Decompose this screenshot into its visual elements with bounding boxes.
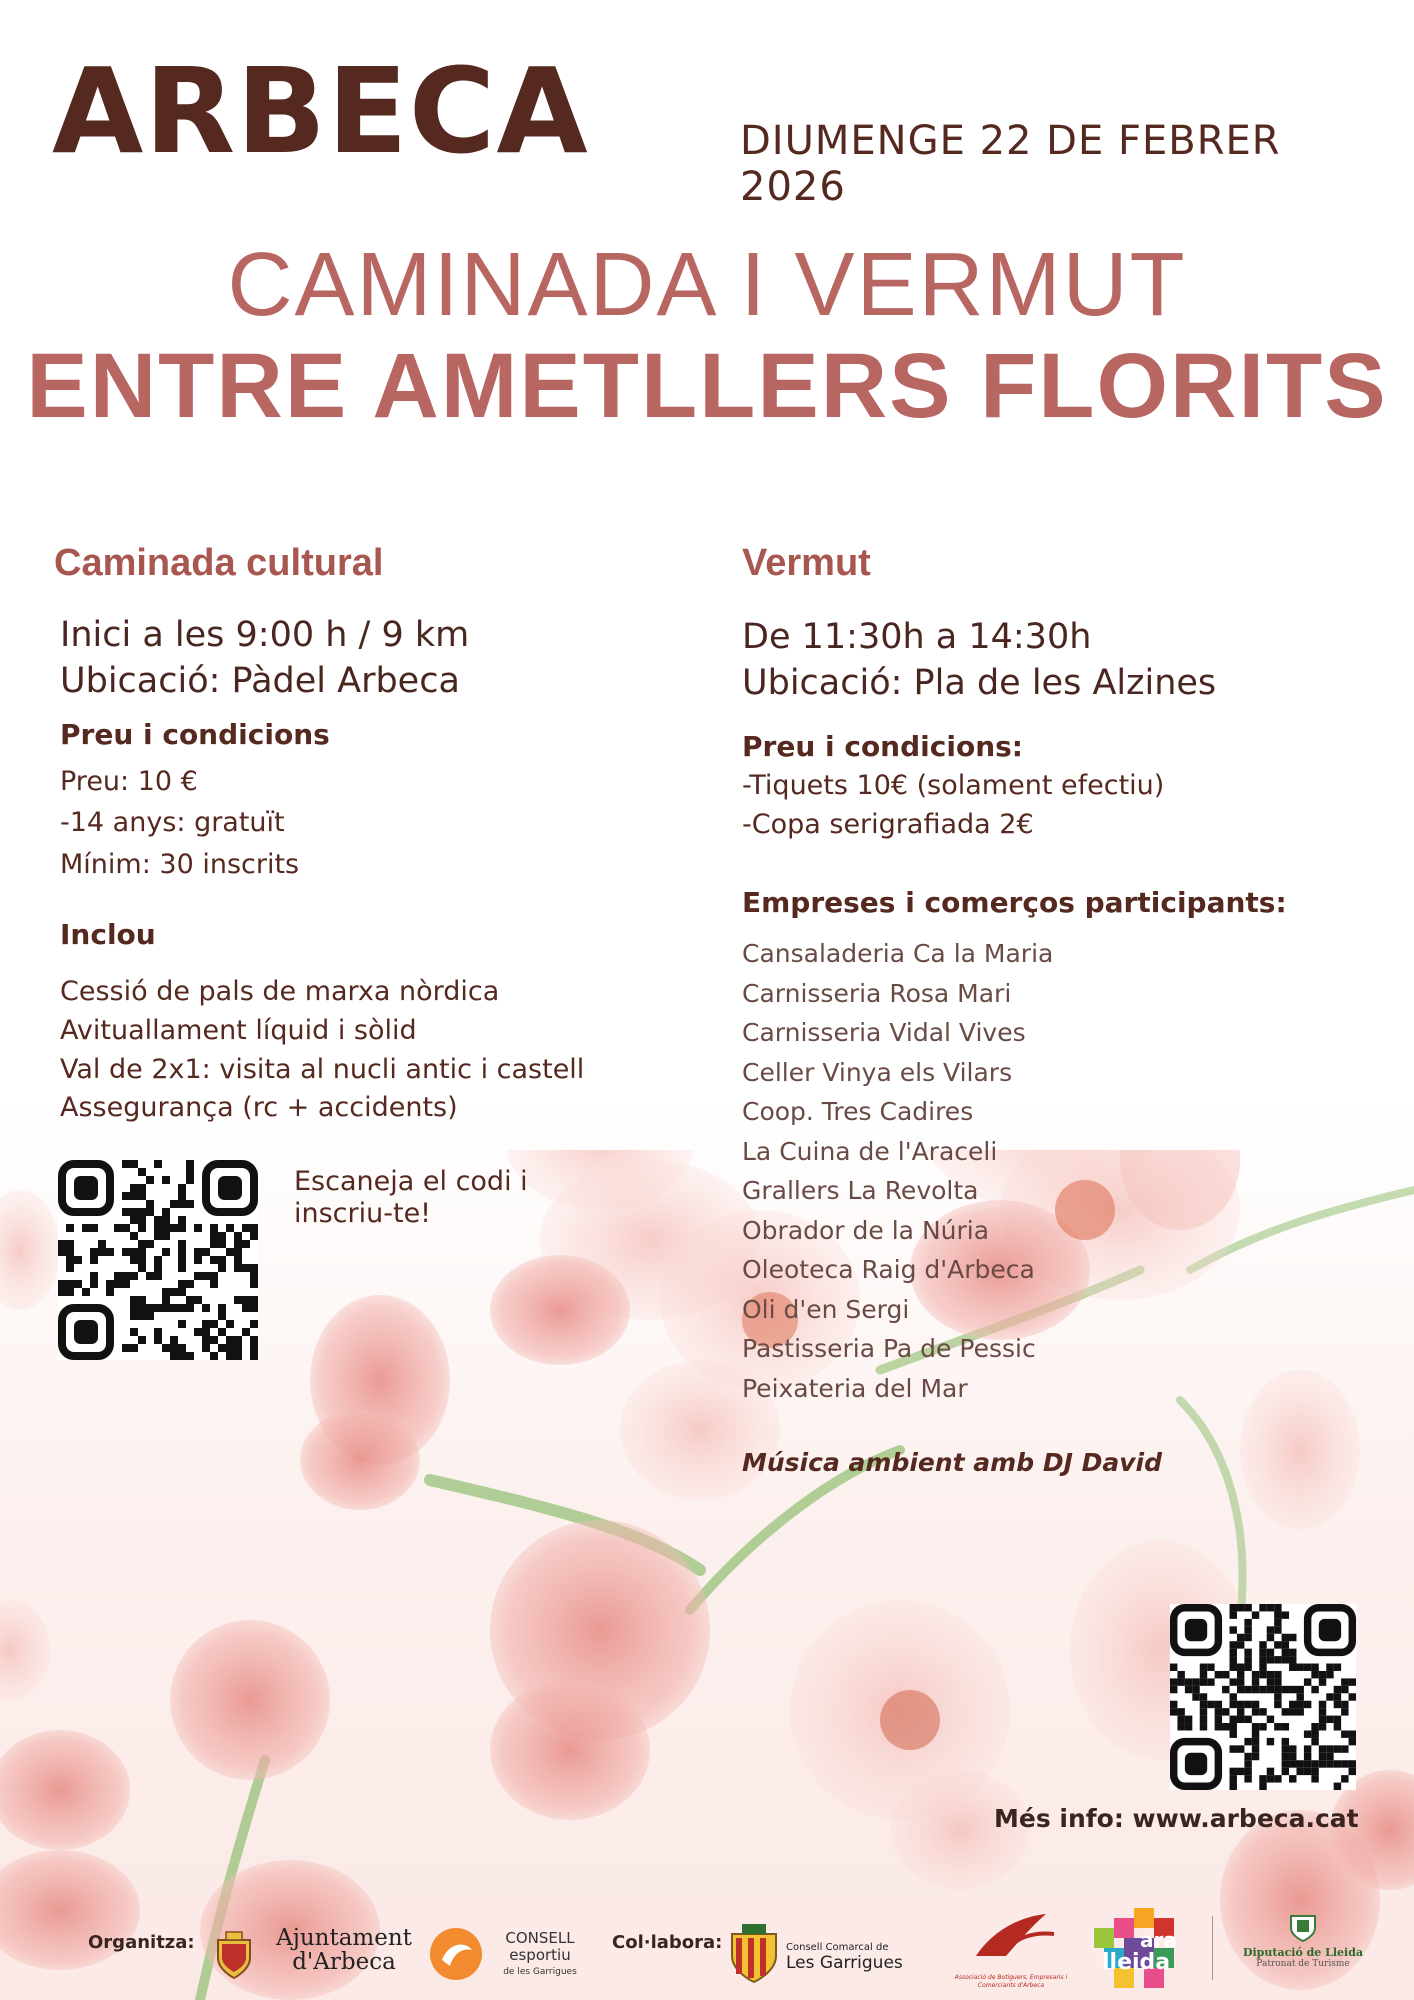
vermut-location: Ubicació: Pla de les Alzines bbox=[742, 663, 1217, 703]
ara-text: ara bbox=[1140, 1928, 1177, 1952]
associacio-bird-icon bbox=[936, 1906, 1086, 1970]
consell-esportiu-line-1: CONSELL bbox=[505, 1929, 575, 1947]
headline-line-2: ENTRE AMETLLERS FLORITS bbox=[26, 335, 1388, 437]
collabora-label: Col·labora: bbox=[612, 1932, 723, 1953]
more-info-link[interactable]: Més info: www.arbeca.cat bbox=[994, 1804, 1359, 1833]
list-item: Carnisseria Vidal Vives bbox=[742, 1018, 1026, 1047]
walk-includes-line: Avituallament líquid i sòlid bbox=[60, 1015, 417, 1046]
walk-section-title: Caminada cultural bbox=[54, 542, 384, 584]
consell-comarcal-line-1: Consell Comarcal de bbox=[786, 1942, 889, 1953]
diputacio-line-2: Patronat de Turisme bbox=[1256, 1959, 1350, 1969]
headline-line-1: CAMINADA I VERMUT bbox=[227, 235, 1187, 335]
walk-includes-heading: Inclou bbox=[60, 918, 156, 951]
walk-includes-line: Cessió de pals de marxa nòrdica bbox=[60, 976, 500, 1007]
list-item: Coop. Tres Cadires bbox=[742, 1097, 974, 1126]
list-item: Cansaladeria Ca la Maria bbox=[742, 939, 1054, 968]
participants-list bbox=[742, 934, 1053, 1408]
walk-price-line: Preu: 10 € bbox=[60, 766, 198, 797]
consell-comarcal-logo bbox=[786, 1942, 903, 1973]
walk-start: Inici a les 9:00 h / 9 km bbox=[60, 615, 470, 655]
associacio-botiguers-logo bbox=[936, 1906, 1086, 1996]
diputacio-shield-icon bbox=[1289, 1912, 1317, 1942]
participants-heading: Empreses i comerços participants: bbox=[742, 886, 1287, 919]
vermut-price-heading: Preu i condicions: bbox=[742, 730, 1023, 763]
list-item: Pastisseria Pa de Pessic bbox=[742, 1334, 1036, 1363]
event-date: DIUMENGE 22 DE FEBRER 2026 bbox=[740, 118, 1281, 210]
walk-price-line: Mínim: 30 inscrits bbox=[60, 849, 300, 880]
registration-qr-code[interactable] bbox=[58, 1160, 258, 1360]
walk-price-line: -14 anys: gratuït bbox=[60, 807, 285, 838]
list-item: Carnisseria Rosa Mari bbox=[742, 978, 1012, 1008]
consell-comarcal-line-2: Les Garrigues bbox=[786, 1953, 903, 1973]
organitza-label: Organitza: bbox=[88, 1932, 195, 1953]
list-item: Grallers La Revolta bbox=[742, 1176, 979, 1205]
qr-caption-line-2: inscriu-te! bbox=[294, 1198, 432, 1229]
ajuntament-logo bbox=[264, 1926, 424, 1974]
ara-lleida-logo bbox=[1094, 1908, 1186, 1992]
vermut-section-title: Vermut bbox=[742, 542, 871, 584]
list-item: Celler Vinya els Vilars bbox=[742, 1057, 1013, 1087]
walk-includes-line: Assegurança (rc + accidents) bbox=[60, 1092, 458, 1123]
info-qr-code[interactable] bbox=[1170, 1604, 1356, 1790]
arbeca-shield-icon bbox=[214, 1930, 254, 1980]
vermut-time: De 11:30h a 14:30h bbox=[742, 617, 1092, 657]
walk-location: Ubicació: Pàdel Arbeca bbox=[60, 661, 460, 701]
associacio-text: Associació de Botiguers, Empresaris i Comerciants d'Arbeca bbox=[954, 1974, 1068, 1989]
vermut-price-line: -Tiquets 10€ (solament efectiu) bbox=[742, 770, 1165, 801]
diputacio-logo bbox=[1228, 1912, 1378, 1969]
diputacio-line-1: Diputació de Lleida bbox=[1242, 1946, 1364, 1959]
ajuntament-logo-line-1: Ajuntament bbox=[276, 1925, 412, 1951]
list-item: La Cuina de l'Araceli bbox=[742, 1136, 998, 1166]
consell-esportiu-logo bbox=[490, 1930, 590, 1981]
consell-esportiu-line-2: esportiu bbox=[509, 1946, 571, 1964]
consell-esportiu-icon bbox=[428, 1926, 484, 1982]
list-item: Oleoteca Raig d'Arbeca bbox=[742, 1255, 1035, 1284]
qr-caption-line-1: Escaneja el codi i bbox=[294, 1166, 528, 1197]
list-item: Oli d'en Sergi bbox=[742, 1294, 910, 1324]
vermut-price-line: -Copa serigrafiada 2€ bbox=[742, 809, 1034, 840]
consell-esportiu-line-3: de les Garrigues bbox=[503, 1967, 577, 1977]
consell-comarcal-shield-icon bbox=[728, 1922, 780, 1984]
lleida-text: lleida bbox=[1102, 1950, 1171, 1975]
walk-price-heading: Preu i condicions bbox=[60, 718, 330, 751]
list-item: Peixateria del Mar bbox=[742, 1373, 968, 1403]
town-title: ARBECA bbox=[52, 42, 589, 180]
walk-includes-line: Val de 2x1: visita al nucli antic i castell bbox=[60, 1054, 585, 1085]
music-note: Música ambient amb DJ David bbox=[742, 1448, 1162, 1477]
list-item: Obrador de la Núria bbox=[742, 1215, 990, 1245]
divider bbox=[1212, 1916, 1213, 1980]
ajuntament-logo-line-2: d'Arbeca bbox=[292, 1949, 396, 1975]
